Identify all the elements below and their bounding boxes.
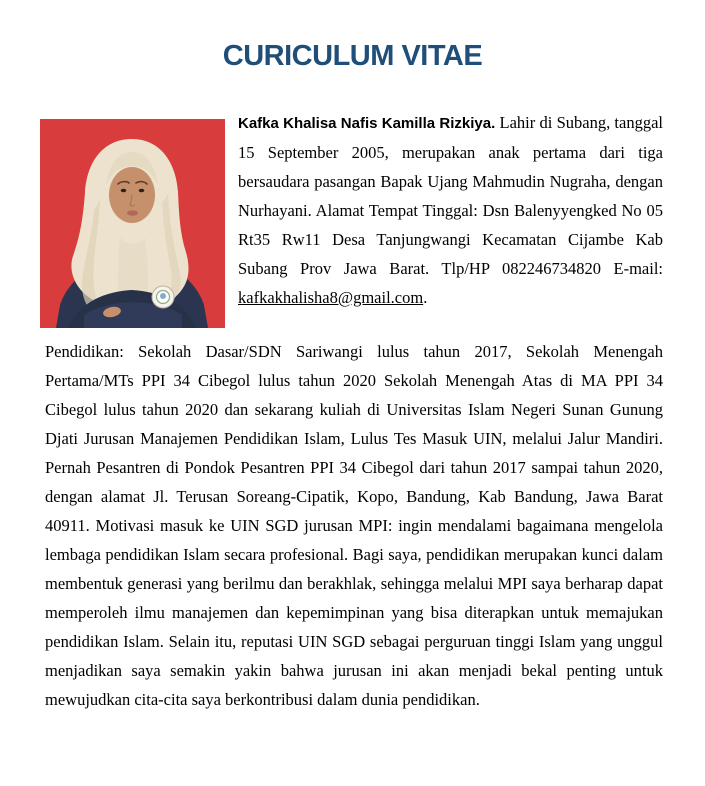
left-eye (121, 189, 127, 192)
page-title: CURICULUM VITAE (222, 40, 483, 72)
profile-section (45, 113, 663, 328)
profile-photo (40, 119, 225, 328)
email-link[interactable]: kafkakhalisha8@gmail.com (238, 288, 424, 307)
portrait-image (40, 119, 225, 328)
cv-page (0, 40, 705, 786)
right-eye (139, 189, 145, 192)
profile-intro-text: Lahir di Subang, tanggal 15 September 2005, merupakan anak pertama dari tiga bersaudara pasangan Bapak Ujang Mahmudin Nugraha, dengan Nurhayani. Alamat Tempat Tinggal: Dsn Balenyyengked No 05 Rt35 Rw11 Desa Tanjungwangi Kecamatan Cijambe Kab Subang Prov Jawa Barat. Tlp/HP 082246734820 E-mail: (238, 113, 663, 278)
education-paragraph: Pendidikan: Sekolah Dasar/SDN Sariwangi lulus tahun 2017, Sekolah Menengah Pertama/MTs PPI 34 Cibegol lulus tahun 2020 Sekolah Menengah Atas di MA PPI 34 Cibegol lulus tahun 2020 dan sekarang kuliah di Universitas Islam Negeri Sunan Gunung Djati Jurusan Manajemen Pendidikan Islam, Lulus Tes Masuk UIN, melalui Jalur Mandiri. Pernah Pesantren di Pondok Pesantren PPI 34 Cibegol dari tahun 2017 sampai tahun 2020, dengan alamat Jl. Terusan Soreang-Cipatik, Kopo, Bandung, Kab Bandung, Jawa Barat 40911. Motivasi masuk ke UIN SGD jurusan MPI: ingin mendalami bagaimana mengelola lembaga pendidikan Islam secara profesional. Bagi saya, pendidikan merupakan kunci dalam membentuk generasi yang berilmu dan berakhlak, sehingga melalui MPI saya berharap dapat memperoleh ilmu manajemen dan kepemimpinan yang bisa diterapkan untuk memajukan pendidikan Islam. Selain itu, reputasi UIN SGD sebagai perguruan tinggi Islam yang unggul menjadikan saya semakin yakin bahwa jurusan ini akan menjadi bekal penting untuk mewujudkan cita-cita saya berkontribusi dalam dunia pendidikan. (45, 342, 663, 709)
lips (127, 210, 138, 215)
cv-content (0, 113, 705, 714)
badge-logo-dot (160, 293, 166, 299)
sentence-period: . (423, 288, 428, 307)
profile-paragraph (238, 108, 663, 312)
person-name: Kafka Khalisa Nafis Kamilla Rizkiya. (238, 115, 496, 132)
